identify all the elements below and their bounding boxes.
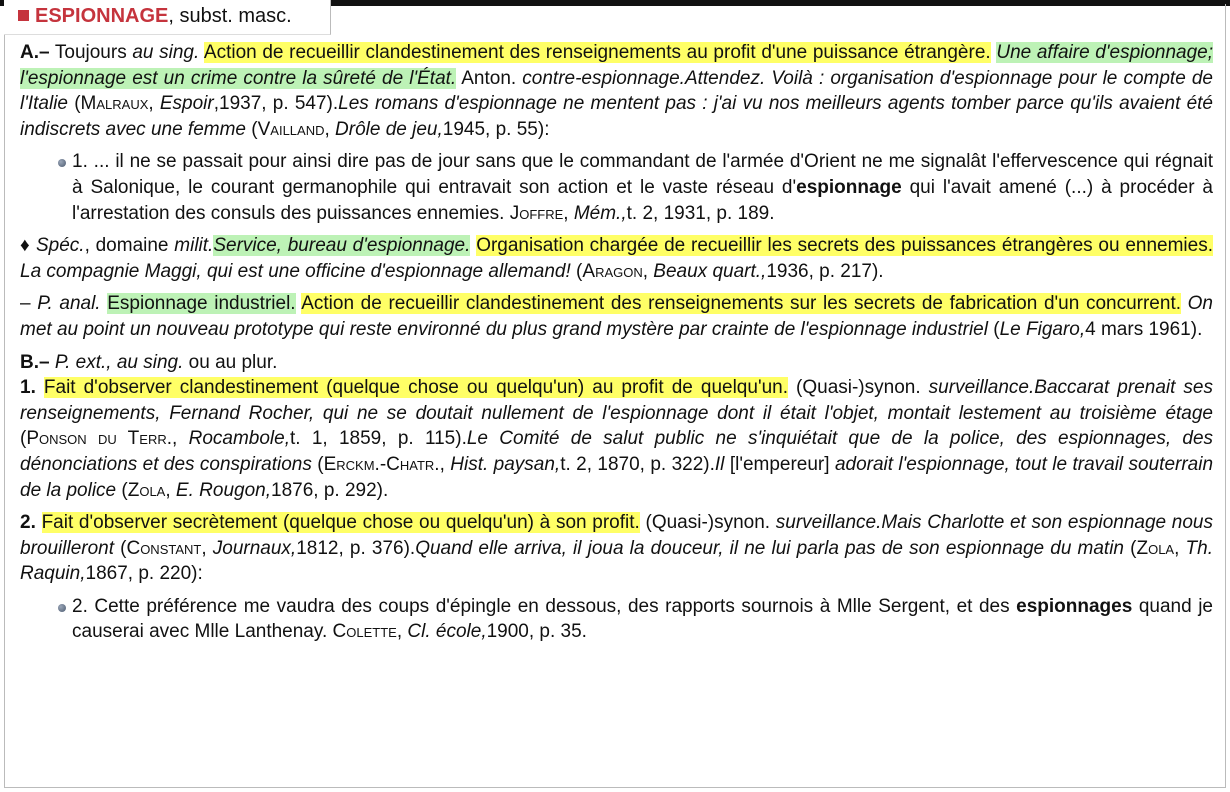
entry-header [18,4,292,28]
quote: Mais Charlotte et son espionnage nous brouilleront [20,512,1214,559]
anal-section [20,291,1213,342]
synonym: surveillance. [928,377,1035,399]
quote: On met au point un nouveau prototype qui reste environné du plus grand mystère par crainte de l'espionnage industriel [20,293,1213,340]
text: , [642,260,654,282]
citation-date: t. 1, 1859, p. 115). [290,428,467,450]
anton-label: Anton. [456,67,523,89]
author: Constant [126,537,202,559]
synonym-label: (Quasi-)synon. [787,377,929,399]
quote: Baccarat prenait ses renseignements, Fernand Rocher, qui ne se doutait nullement de l'espionnage dont il était l'objet, montait lestement au troisième étage [20,377,1214,424]
entry-content [20,40,1213,645]
editorial-insert: [l'empereur] [729,453,830,475]
citation-date: 1812, p. 376). [296,537,416,559]
bullet-icon [58,604,66,612]
section-b [20,350,1213,376]
example-2 [72,594,1213,645]
text: quand je causerai avec Mlle Lanthenay. [72,595,1213,643]
definition-highlight: Action de recueillir clandestinement des renseignements au profit d'une puissance étrangère. [203,42,991,63]
usage-note: au sing. [132,42,200,63]
text: 2. Cette préférence me vaudra des coups d'épingle en dessous, des rapports sournois à Mlle Sergent, et des [72,595,1017,617]
headword: ESPIONNAGE [35,5,169,27]
text: ( [116,479,128,501]
part-of-speech: , subst. masc. [168,5,292,27]
sense-b1 [20,375,1213,503]
text: ( [20,428,27,450]
text: , [439,453,451,475]
work-title: Journaux, [212,537,297,559]
work-title: Beaux quart., [653,260,767,282]
quote: Le Comité de salut public ne s'inquiétait que de la police, des espionnages, des dénonciations et des conspirations [20,428,1214,475]
work-title: Le Figaro, [999,318,1086,340]
text: , [148,93,160,115]
definition-highlight: Fait d'observer clandestinement (quelque chose ou quelqu'un) au profit de quelqu'un. [43,377,788,399]
citation-date: 1867, p. 220): [85,563,203,585]
diamond-icon: ♦ [20,235,36,257]
author: Vailland [257,118,325,140]
work-title: Cl. école, [407,621,487,643]
sense-b2 [20,510,1213,587]
citation-date: 1936, p. 217). [766,260,884,282]
author: Malraux [80,93,149,115]
text: , [165,479,176,501]
quote: adorait l'espionnage, tout le travail souterrain de la police [20,453,1214,501]
text: , domaine [84,235,175,257]
definition-highlight: Organisation chargée de recueillir les secrets des puissances étrangères ou ennemies. [476,235,1213,257]
citation-date: 4 mars 1961). [1085,318,1203,340]
keyword: espionnages [1016,595,1133,617]
text: Toujours [49,42,133,63]
quote: Quand elle arriva, il joua la douceur, il ne lui parla pas de son espionnage du matin [415,537,1125,559]
section-a-label: A.– [20,42,50,63]
section-a [20,40,1213,142]
text: ( [67,93,81,115]
work-title: Espoir [159,93,214,115]
citation-date: 1900, p. 35. [486,621,587,643]
label: P. anal. [37,293,101,315]
author: Colette [332,621,397,643]
space [36,377,44,398]
text: ( [246,118,258,140]
definition-highlight: Action de recueillir clandestinement des renseignements sur les secrets de fabrication d'un concurrent. [301,293,1181,315]
example-highlight: Service, bureau d'espionnage. [213,235,471,257]
citation-date: t. 2, 1870, p. 322). [560,453,715,475]
bullet-icon [58,159,66,167]
work-title: Drôle de jeu, [335,118,443,140]
work-title: Hist. paysan, [450,453,561,475]
author: Ponson du Terr. [26,428,173,450]
text: , [201,537,213,559]
work-title: E. Rougon, [175,479,271,501]
text: , [563,202,574,224]
work-title: Mém., [573,202,627,224]
square-bullet-icon [18,10,29,21]
text: , [324,118,336,140]
sense-number: 2. [20,512,36,534]
text: 1. ... il ne se passait pour ainsi dire pas de jour sans que le commandant de l'armée d'Orient ne me signalât l'effervescence qui régnait à Salonique, le courant germanophile qui entravait son action et le vaste réseau d' [72,151,1213,198]
synonym: surveillance. [775,512,882,534]
text: ( [114,537,127,559]
work-title: Th. Raquin, [20,537,1213,585]
citation-date: 1945, p. 55): [442,118,550,140]
text: , [396,621,408,643]
citation-date: t. 2, 1931, p. 189. [626,202,775,224]
text: ( [987,318,1000,340]
usage-note: P. ext., au sing. [54,351,184,373]
citation-date: 1876, p. 292). [271,479,389,501]
text: ( [1124,537,1137,559]
quote: Les romans d'espionnage ne mentent pas : j'ai vu nos meilleurs agents tomber parce qu'ils avaient été indiscrets avec une femme [20,93,1213,140]
text: ( [311,453,324,475]
author: Zola [127,479,166,501]
entry-tab[interactable] [4,0,331,35]
text: , [1174,537,1186,559]
text: ou au plur. [183,351,278,373]
author: Erckm.-Chatr. [323,453,440,475]
author: Aragon [582,260,643,282]
example-1 [72,149,1213,226]
space [36,512,42,533]
section-b-label: B.– [20,351,50,373]
domain: milit. [174,235,214,257]
text: ( [570,260,583,282]
synonym-label: (Quasi-)synon. [639,512,776,534]
antonym: contre-espionnage. [522,67,685,89]
author: Joffre [509,202,564,224]
author: Zola [1136,537,1175,559]
quote: Attendez. Voilà : organisation d'espionnage pour le compte de l'Italie [20,67,1213,115]
definition-highlight: Fait d'observer secrètement (quelque chose ou quelqu'un) à son profit. [41,512,640,534]
quote: Il [714,453,730,475]
spec-section [20,233,1213,284]
text: , [172,428,189,450]
quote: La compagnie Maggi, qui est une officine d'espionnage allemand! [20,260,571,282]
keyword: espionnage [796,176,902,198]
example-highlight: Une affaire d'espionnage; l'espionnage est un crime contre la sûreté de l'État. [20,42,1214,89]
text: qui l'avait amené (...) à procéder à l'arrestation des consuls des puissances ennemies. [72,176,1213,224]
text: – [20,293,38,315]
work-title: Rocambole, [188,428,290,450]
citation-date: ,1937, p. 547). [213,93,339,115]
sense-number: 1. [20,377,36,399]
example-highlight: Espionnage industriel. [107,293,296,315]
label: Spéc. [35,235,85,257]
